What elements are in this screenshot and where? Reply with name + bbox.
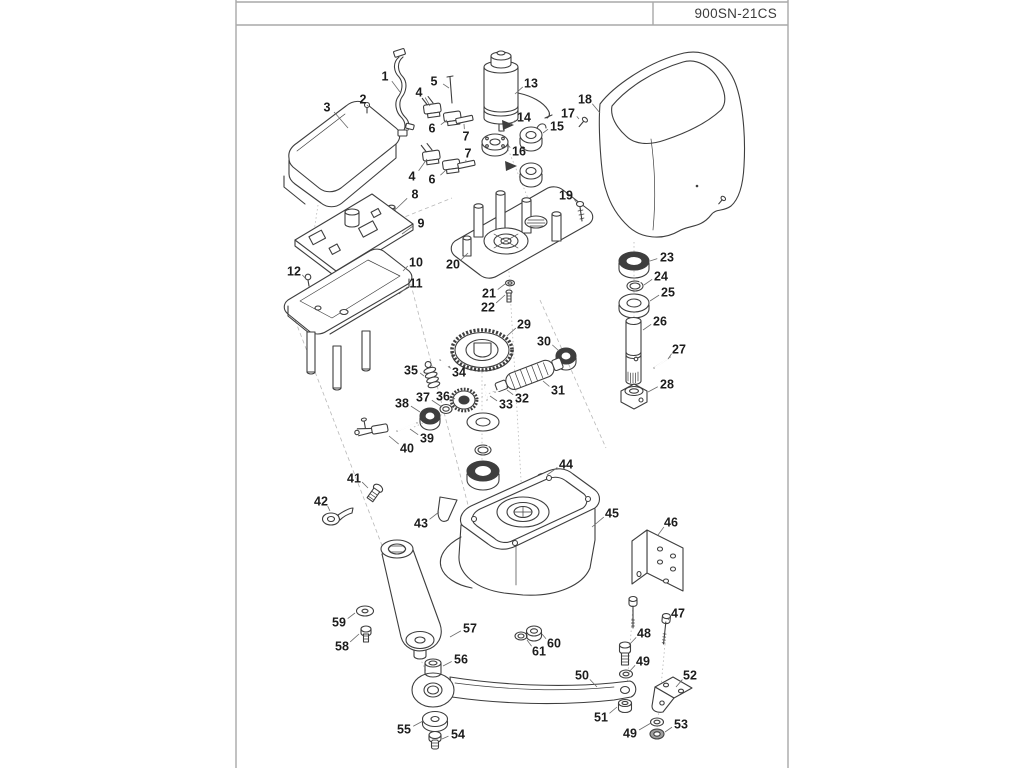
callout-61: 61 — [532, 644, 546, 659]
callout-leader-49 — [639, 723, 651, 730]
callout-57: 57 — [463, 621, 477, 636]
part-cover-18 — [599, 52, 744, 237]
callout-40: 40 — [400, 441, 414, 456]
callout-leader-41 — [362, 482, 368, 488]
callout-18: 18 — [578, 92, 592, 107]
callout-53: 53 — [674, 717, 688, 732]
callout-leader-18 — [592, 104, 600, 113]
callout-leader-30 — [552, 345, 559, 351]
callout-leader-49 — [629, 665, 635, 672]
callout-13: 13 — [524, 76, 538, 91]
callout-leader-40 — [389, 436, 399, 444]
part-harness-1 — [393, 48, 414, 136]
callout-leader-32 — [507, 390, 513, 395]
callout-52: 52 — [683, 668, 697, 683]
part-washer-49b — [651, 718, 664, 726]
callout-leader-1 — [392, 81, 400, 92]
callout-21: 21 — [482, 286, 496, 301]
callout-11: 11 — [409, 276, 423, 291]
callout-leader-21 — [498, 284, 505, 290]
part-flange-16 — [482, 134, 508, 156]
part-cover-3 — [284, 101, 400, 206]
callout-leader-45 — [592, 517, 604, 527]
callout-43: 43 — [414, 516, 428, 531]
callout-leader-56 — [443, 662, 452, 666]
part-fork-40 — [353, 414, 389, 437]
part-ring-61 — [515, 632, 527, 640]
part-washer-59 — [357, 606, 374, 616]
title-block-cell — [653, 2, 777, 25]
callout-leader-60 — [542, 634, 546, 639]
part-screw-12 — [305, 274, 311, 286]
callout-37: 37 — [416, 390, 430, 405]
callout-44: 44 — [559, 457, 573, 472]
callout-leader-25 — [650, 295, 659, 301]
callout-2: 2 — [359, 92, 367, 107]
part-connector-4b — [421, 142, 441, 165]
callout-31: 31 — [551, 383, 565, 398]
part-housing-45 — [440, 469, 599, 595]
callout-38: 38 — [395, 396, 409, 411]
callout-4: 4 — [408, 169, 416, 184]
part-pin-33 — [485, 385, 487, 400]
part-pin-5 — [447, 76, 453, 103]
part-wedge-43 — [438, 497, 457, 521]
callout-leader-26 — [643, 324, 651, 330]
part-snapring-24b — [475, 444, 491, 455]
callout-17: 17 — [561, 106, 575, 121]
callout-leader-15 — [543, 129, 548, 133]
part-nut-28 — [621, 384, 647, 409]
callout-leader-39 — [410, 429, 418, 435]
callout-45: 45 — [605, 506, 619, 521]
callout-leader-38 — [411, 406, 420, 412]
callout-leader-17 — [577, 116, 579, 119]
callout-leader-43 — [430, 512, 439, 519]
callout-leader-54 — [442, 736, 448, 739]
part-lever-42 — [323, 508, 354, 525]
callout-leader-33 — [490, 396, 497, 401]
part-arm-50 — [412, 673, 636, 707]
callout-33: 33 — [499, 397, 513, 412]
part-baseplate-11 — [284, 249, 412, 390]
callout-leader-4 — [419, 159, 427, 171]
part-clamp-15b — [520, 163, 542, 187]
callout-34: 34 — [452, 365, 466, 380]
callout-30: 30 — [537, 334, 551, 349]
part-screw-41 — [366, 483, 384, 503]
callout-39: 39 — [420, 431, 434, 446]
callout-20: 20 — [446, 257, 460, 272]
callout-41: 41 — [347, 471, 361, 486]
callout-12: 12 — [287, 264, 301, 279]
callout-leader-8 — [396, 198, 407, 209]
callout-28: 28 — [660, 377, 674, 392]
callout-leader-35 — [420, 373, 424, 376]
callout-22: 22 — [481, 300, 495, 315]
callout-16: 16 — [512, 144, 526, 159]
callout-8: 8 — [411, 187, 419, 202]
callout-leader-55 — [413, 721, 423, 726]
part-nut-53 — [650, 729, 664, 739]
callout-leader-53 — [665, 727, 672, 732]
callout-56: 56 — [454, 652, 468, 667]
callout-35: 35 — [404, 363, 418, 378]
callout-leader-57 — [450, 631, 461, 637]
part-washer-21 — [506, 280, 515, 286]
callout-46: 46 — [664, 515, 678, 530]
part-pin-27 — [654, 357, 670, 368]
callout-6: 6 — [428, 172, 436, 187]
part-screw-22 — [506, 290, 512, 302]
part-bar-7b — [458, 160, 476, 168]
part-bearing-38 — [420, 408, 440, 430]
callout-leader-22 — [496, 295, 505, 303]
callout-48: 48 — [637, 626, 651, 641]
callout-36: 36 — [436, 389, 450, 404]
part-spring-35 — [422, 360, 441, 389]
callout-29: 29 — [517, 317, 531, 332]
callout-leader-51 — [609, 707, 617, 713]
callout-7: 7 — [464, 146, 472, 161]
callout-5: 5 — [430, 74, 438, 89]
callout-leader-5 — [443, 84, 449, 88]
callout-55: 55 — [397, 722, 411, 737]
callout-19: 19 — [559, 188, 573, 203]
callout-7: 7 — [462, 129, 470, 144]
callout-6: 6 — [428, 121, 436, 136]
part-washer-49a — [620, 670, 633, 678]
callout-leader-6 — [440, 170, 446, 175]
callout-leader-59 — [348, 613, 355, 619]
callout-3: 3 — [323, 100, 331, 115]
callout-26: 26 — [653, 314, 667, 329]
part-ring-37 — [440, 405, 452, 414]
callout-49: 49 — [636, 654, 650, 669]
part-bolt-long — [629, 597, 637, 629]
part-snapring-24 — [627, 280, 643, 291]
part-nut-51 — [619, 700, 632, 713]
part-screw-58 — [361, 626, 371, 642]
callout-32: 32 — [515, 391, 529, 406]
callout-leader-28 — [648, 387, 658, 392]
part-shaft-26 — [626, 318, 641, 385]
callout-24: 24 — [654, 269, 668, 284]
callout-leader-23 — [650, 259, 657, 261]
callout-leader-27 — [668, 354, 672, 359]
callout-50: 50 — [575, 668, 589, 683]
callout-58: 58 — [335, 639, 349, 654]
callout-42: 42 — [314, 494, 328, 509]
callout-59: 59 — [332, 615, 346, 630]
callout-leader-31 — [543, 381, 549, 386]
callout-leader-42 — [328, 506, 330, 511]
drawing-title: 900SN-21CS — [694, 6, 777, 21]
callout-1: 1 — [381, 69, 389, 84]
part-bearing-23b — [467, 461, 499, 490]
part-connector-4a — [422, 95, 442, 118]
callout-leader-48 — [629, 637, 636, 645]
callout-leader-46 — [658, 527, 664, 535]
callout-47: 47 — [671, 606, 685, 621]
part-bolt-48 — [620, 642, 631, 665]
callout-25: 25 — [661, 285, 675, 300]
part-screw-54 — [429, 732, 441, 750]
callout-23: 23 — [660, 250, 674, 265]
callout-leader-24 — [644, 279, 652, 285]
callout-leader-58 — [350, 634, 359, 642]
part-washer-25 — [619, 294, 649, 318]
part-arm-57 — [381, 540, 441, 659]
callout-49: 49 — [623, 726, 637, 741]
part-bearing-23 — [619, 252, 649, 278]
part-washer-25b — [467, 413, 499, 431]
callout-15: 15 — [550, 119, 564, 134]
part-ring-60 — [527, 626, 542, 641]
part-washer-55 — [423, 712, 448, 732]
callout-9: 9 — [417, 216, 425, 231]
callout-10: 10 — [409, 255, 423, 270]
callout-60: 60 — [547, 636, 561, 651]
part-bracket-46 — [632, 530, 683, 591]
callout-leader-29 — [507, 328, 516, 336]
assembly-arrow-icon — [505, 161, 517, 171]
callout-51: 51 — [594, 710, 608, 725]
part-pin-34 — [440, 360, 449, 367]
callout-14: 14 — [517, 110, 531, 125]
callout-27: 27 — [672, 342, 686, 357]
callout-54: 54 — [451, 727, 465, 742]
part-gear-36 — [451, 389, 477, 411]
callout-4: 4 — [415, 85, 423, 100]
